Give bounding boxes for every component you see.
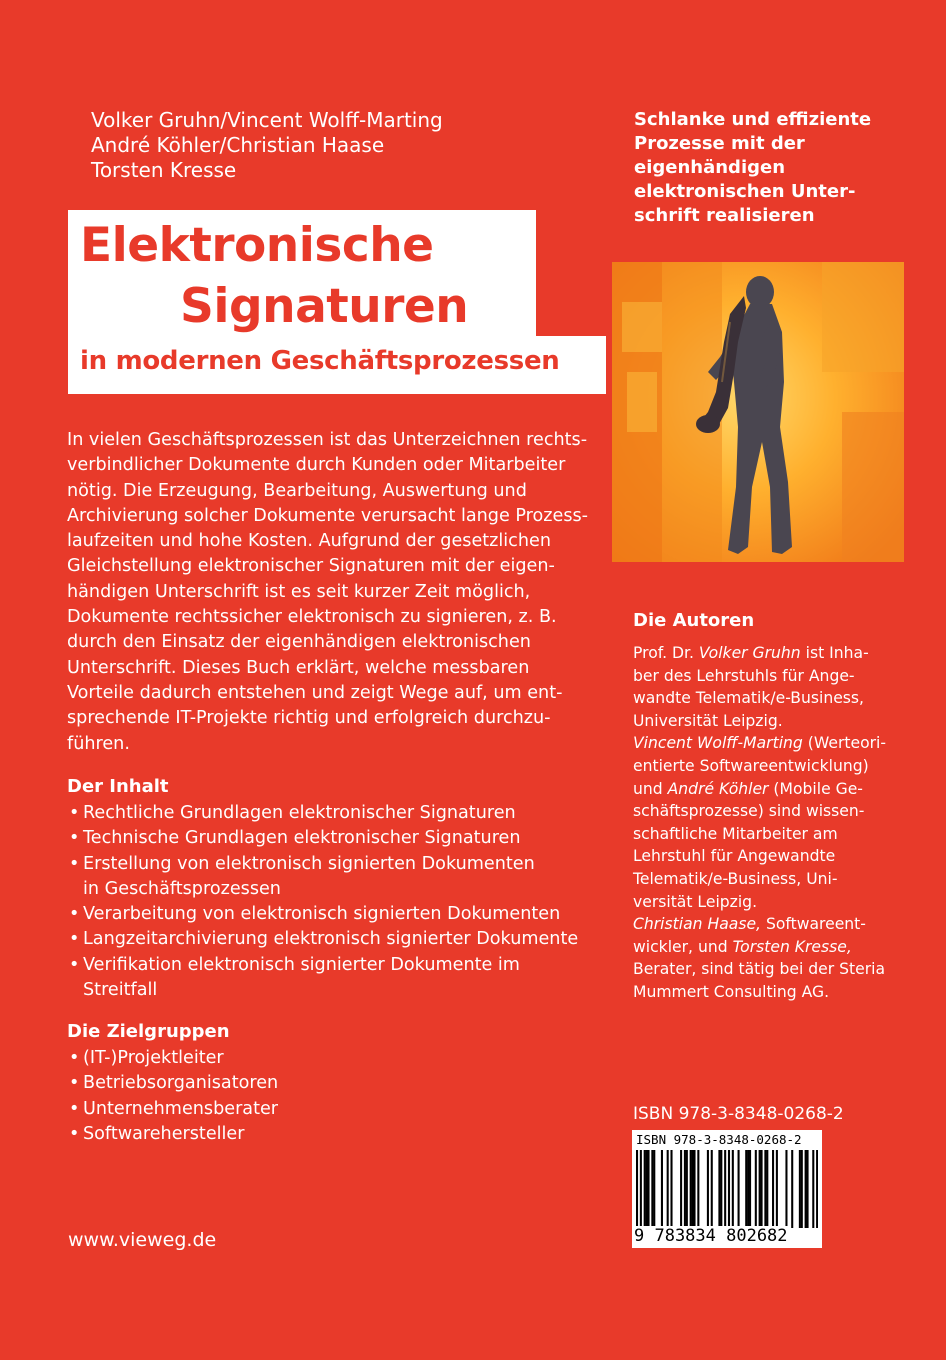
description-line: Archivierung solcher Dokumente verursacht lange Prozess-: [67, 505, 589, 526]
author-name: Torsten Kresse,: [732, 937, 852, 956]
tagline-line: elektronischen Unter-: [634, 181, 856, 202]
author-name: Christian Haase,: [633, 915, 761, 934]
barcode-bar: [764, 1150, 766, 1228]
description-line: Dokumente rechtssicher elektronisch zu signieren, z. B.: [67, 607, 557, 628]
list-item-text: (IT-)Projektleiter: [83, 1048, 224, 1068]
tagline-line: schrift realisieren: [634, 205, 815, 226]
autoren-line: [633, 981, 933, 1004]
list-item-text: • Erstellung von elektronisch signierten Dokumenten: [83, 853, 535, 874]
autoren-text-segment: wickler, und: [633, 937, 733, 956]
barcode-bar: [785, 1150, 787, 1228]
autoren-line: [633, 755, 933, 778]
barcode-bar: [644, 1150, 646, 1228]
description-line: laufzeiten und hohe Kosten. Aufgrund der gesetzlichen: [67, 531, 551, 552]
autoren-text-segment: Mummert Consulting AG.: [633, 982, 830, 1001]
barcode-bar: [791, 1150, 793, 1228]
autoren-text-segment: (Werteori-: [802, 734, 886, 753]
autoren-text-segment: entierte Softwareentwicklung): [633, 756, 869, 775]
description-line: händigen Unterschrift ist es seit kurzer Zeit möglich,: [67, 581, 531, 602]
list-item: [69, 1097, 609, 1122]
list-item-text: Unternehmensberater: [83, 1098, 279, 1119]
list-item-text: Technische Grundlagen elektronischer Signaturen: [83, 828, 521, 849]
barcode-bar: [799, 1150, 801, 1228]
barcode-bar: [728, 1150, 730, 1228]
book-description: [67, 428, 607, 757]
author-names: [91, 108, 443, 183]
autoren-text-segment: Telematik/e-Business, Uni-: [633, 869, 838, 888]
barcode-bar: [646, 1150, 648, 1228]
barcode-isbn-text: ISBN 978-3-8348-0268-2: [636, 1132, 802, 1147]
barcode-bar: [749, 1150, 751, 1228]
list-item-text: in Geschäftsprozessen: [83, 878, 281, 899]
inhalt-list: [69, 801, 609, 1003]
tagline-line: Prozesse mit der: [634, 133, 805, 154]
tagline: [634, 108, 924, 228]
barcode-bar: [690, 1150, 692, 1228]
list-item: [69, 826, 609, 851]
book-title-line1: Elektronische: [80, 218, 434, 273]
barcode-bar: [724, 1150, 726, 1228]
author-line: André Köhler/Christian Haase: [91, 133, 385, 157]
description-line: Unterschrift. Dieses Buch erklärt, welche messbaren: [67, 657, 530, 678]
inhalt-heading: Der Inhalt: [67, 776, 169, 797]
book-subtitle: in modernen Geschäftsprozessen: [80, 346, 560, 376]
publisher-url[interactable]: www.vieweg.de: [68, 1229, 217, 1251]
barcode-bar: [807, 1150, 809, 1228]
list-item: [69, 801, 609, 826]
autoren-line: [633, 642, 933, 665]
barcode-bar: [816, 1150, 818, 1228]
barcode-bar: [640, 1150, 642, 1228]
description-line: sprechende IT-Projekte richtig und erfolgreich durchzu-: [67, 708, 551, 729]
autoren-text-segment: Universität Leipzig.: [633, 711, 783, 730]
barcode-bar: [693, 1150, 695, 1228]
barcode-bar: [805, 1150, 807, 1228]
description-line: Vorteile dadurch entstehen und zeigt Wege auf, um ent-: [67, 682, 563, 703]
list-item: [69, 927, 609, 952]
autoren-line: [633, 958, 933, 981]
autoren-text-segment: versität Leipzig.: [633, 892, 758, 911]
autoren-line: [633, 732, 933, 755]
autoren-line: [633, 710, 933, 733]
barcode-bar: [718, 1150, 720, 1228]
autoren-line: [633, 913, 933, 936]
autoren-text-segment: Berater, sind tätig bei der Steria: [633, 960, 886, 979]
list-item-text: Betriebsorganisatoren: [83, 1073, 279, 1094]
barcode-bar: [720, 1150, 722, 1228]
autoren-line: [633, 823, 933, 846]
autoren-text-segment: Lehrstuhl für Angewandte: [633, 847, 836, 866]
barcode-bar: [732, 1150, 734, 1228]
barcode-bar: [653, 1150, 655, 1228]
autoren-text-segment: und: [633, 779, 668, 798]
barcode-bar: [738, 1150, 740, 1228]
barcode-bar: [667, 1150, 669, 1228]
autoren-text-segment: wandte Telematik/e-Business,: [633, 689, 865, 708]
tagline-line: Schlanke und effiziente: [634, 109, 872, 130]
barcode: [632, 1130, 822, 1248]
barcode-bar: [801, 1150, 803, 1228]
description-line: nötig. Die Erzeugung, Bearbeitung, Auswertung und: [67, 480, 527, 501]
barcode-bar: [711, 1150, 713, 1228]
author-name: André Köhler: [667, 779, 769, 798]
autoren-text-segment: schaftliche Mitarbeiter am: [633, 824, 838, 843]
autoren-line: [633, 665, 933, 688]
barcode-bar: [697, 1150, 699, 1228]
description-line: verbindlicher Dokumente durch Kunden oder Mitarbeiter: [67, 455, 566, 476]
barcode-bar: [766, 1150, 768, 1228]
list-item-text: Verarbeitung von elektronisch signierten Dokumenten: [83, 904, 561, 925]
barcode-bar: [661, 1150, 663, 1228]
autoren-line: [633, 891, 933, 914]
description-line: Gleichstellung elektronischer Signaturen mit der eigen-: [67, 556, 555, 577]
barcode-bar: [647, 1150, 649, 1228]
list-item-text: Softwarehersteller: [83, 1123, 245, 1144]
autoren-heading: Die Autoren: [633, 610, 755, 631]
list-item-text: • Verifikation elektronisch signierter Dokumente im: [83, 954, 520, 975]
barcode-bar: [686, 1150, 688, 1228]
autoren-line: [633, 687, 933, 710]
barcode-bar: [636, 1150, 638, 1228]
autoren-text-segment: ist Inha-: [800, 644, 869, 662]
saxophone-player-image: [612, 262, 904, 562]
list-item-text: Rechtliche Grundlagen elektronischer Signaturen: [83, 803, 516, 823]
barcode-bar: [772, 1150, 774, 1228]
isbn-number: ISBN 978-3-8348-0268-2: [633, 1104, 844, 1124]
barcode-bar: [684, 1150, 686, 1228]
book-title-line2: Signaturen: [180, 279, 469, 334]
list-item: [69, 1046, 609, 1071]
tagline-line: eigenhändigen: [634, 157, 786, 178]
autoren-line: [633, 845, 933, 868]
barcode-bar: [745, 1150, 747, 1228]
autoren-text-segment: schäftsprozesse) sind wissen-: [633, 802, 865, 821]
autoren-bio: [633, 642, 933, 1004]
autoren-text-segment: Softwareent-: [761, 915, 866, 934]
author-name: Volker Gruhn: [698, 644, 801, 662]
description-line: durch den Einsatz der eigenhändigen elektronischen: [67, 632, 531, 653]
barcode-bars: [636, 1150, 818, 1228]
barcode-bar: [759, 1150, 761, 1228]
list-item-text: Streitfall: [83, 980, 158, 1001]
barcode-bar: [761, 1150, 763, 1228]
list-item-text: Langzeitarchivierung elektronisch signierter Dokumente: [83, 929, 579, 950]
list-item: [69, 1071, 609, 1096]
autoren-text-segment: (Mobile Ge-: [768, 779, 863, 798]
autoren-text-segment: Prof. Dr.: [633, 644, 699, 662]
author-name: Vincent Wolff-Marting: [633, 734, 803, 753]
barcode-bar: [651, 1150, 653, 1228]
autoren-line: [633, 778, 933, 801]
author-line: Torsten Kresse: [91, 158, 237, 182]
barcode-bar: [776, 1150, 778, 1228]
barcode-bar: [692, 1150, 694, 1228]
barcode-bar: [680, 1150, 682, 1228]
zielgruppen-list: [69, 1046, 609, 1147]
barcode-digits: 9 783834 802682: [634, 1226, 788, 1246]
author-line: Volker Gruhn/Vincent Wolff-Marting: [91, 108, 443, 132]
list-item: [69, 953, 609, 1004]
list-item: [69, 1122, 609, 1147]
barcode-bar: [747, 1150, 749, 1228]
zielgruppen-heading: Die Zielgruppen: [67, 1021, 230, 1042]
autoren-line: [633, 800, 933, 823]
barcode-bar: [755, 1150, 757, 1228]
barcode-bar: [812, 1150, 814, 1228]
description-line: In vielen Geschäftsprozessen ist das Unterzeichnen rechts-: [67, 430, 588, 450]
barcode-bar: [670, 1150, 672, 1228]
barcode-bar: [707, 1150, 709, 1228]
autoren-line: [633, 868, 933, 891]
list-item: [69, 852, 609, 903]
list-item: [69, 902, 609, 927]
description-line: führen.: [67, 733, 130, 754]
autoren-text-segment: ber des Lehrstuhls für Ange-: [633, 666, 855, 685]
autoren-line: [633, 936, 933, 959]
